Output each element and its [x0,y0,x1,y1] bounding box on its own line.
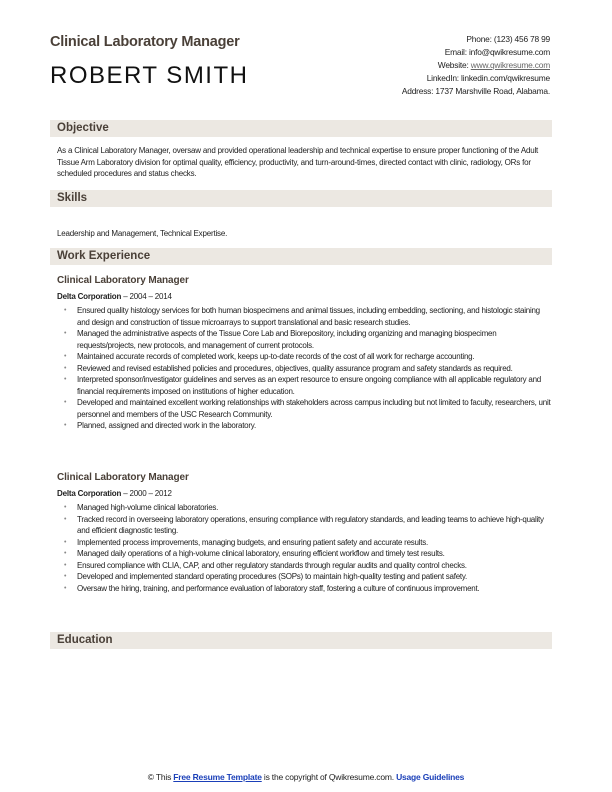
bullet: • Ensured compliance with CLIA, CAP, and other regulatory standards through regular audits and quality control checks. [57,560,552,572]
bullet: • Ensured quality histology services for both human biospecimens and animal tissues, including embedding, sectioning, and histologic staining and design and construction of tissue microarrays to support translational and basic research studies. [57,305,552,328]
job-entry [57,275,552,432]
website-label: Website: [437,60,471,70]
job-bullets [57,502,552,594]
job-entry-title: Clinical Laboratory Manager [57,275,189,286]
usage-guidelines-link[interactable]: Usage Guidelines [396,772,465,782]
bullet: • Reviewed and revised established policies and procedures, objectives, quality assurance program and safety standards as required. [57,363,552,375]
bullet: • Developed and maintained excellent working relationships with stakeholders across campus including but not limited to faculty, researchers, unit personnel and members of the USC Research Community. [57,397,552,420]
email: Email: info@qwikresume.com [444,47,550,57]
bullet: • Interpreted sponsor/investigator guidelines and serves as an expert resource to ensure ongoing compliance with all applicable regulatory and financial requirements imposed on institutions of higher education. [57,374,552,397]
skills-heading: Skills [50,190,552,207]
bullet: • Planned, assigned and directed work in the laboratory. [57,420,552,432]
objective-heading: Objective [50,120,552,137]
skills-text: Leadership and Management, Technical Expertise. [57,229,228,238]
linkedin: LinkedIn: linkedin.com/qwikresume [426,73,550,83]
objective-text: As a Clinical Laboratory Manager, oversaw and provided operational leadership and technical expertise to ensure proper functioning of the Adult Tissue Arm Laboratory division for optimal quality, efficiency, productivity, and turn-around-times, directed contact with clinic, radiology, ORs for scheduled procedures and status checks. [57,146,539,178]
contact-info [402,33,550,98]
footer-prefix: © This [147,772,174,782]
bullet: • Developed and implemented standard operating procedures (SOPs) to maintain high-quality testing and patient safety. [57,571,552,583]
footer-middle: is the copyright of Qwikresume.com. [261,772,397,782]
job-dates: – 2004 – 2014 [121,292,172,301]
job-entry-company [57,292,552,301]
bullet: • Oversaw the hiring, training, and performance evaluation of laboratory staff, fostering a culture of continuous improvement. [57,583,552,595]
footer [0,772,612,782]
phone: Phone: (123) 456 78 99 [466,34,550,44]
job-entry-title: Clinical Laboratory Manager [57,472,189,483]
job-dates: – 2000 – 2012 [121,489,172,498]
company-name: Delta Corporation [57,292,122,301]
bullet: • Managed high-volume clinical laboratories. [57,502,552,514]
job-entry-company [57,489,552,498]
free-resume-template-link[interactable]: Free Resume Template [173,772,262,782]
website [402,59,550,72]
job-title: Clinical Laboratory Manager [50,34,240,50]
bullet: • Implemented process improvements, managing budgets, and ensuring patient safety and accurate results. [57,537,552,549]
bullet: • Managed daily operations of a high-volume clinical laboratory, ensuring efficient workflow and timely test results. [57,548,552,560]
work-experience-heading: Work Experience [50,248,552,265]
candidate-name: ROBERT SMITH [50,62,249,89]
job-bullets [57,305,552,432]
website-link[interactable]: www.qwikresume.com [470,60,550,70]
company-name: Delta Corporation [57,489,122,498]
bullet: • Managed the administrative aspects of the Tissue Core Lab and Biorepository, including organizing and managing biospecimen requests/projects, new protocols, and management of current protocols. [57,328,552,351]
education-heading: Education [50,632,552,649]
address: Address: 1737 Marshville Road, Alabama. [401,86,550,96]
job-entry [57,472,552,594]
bullet: • Maintained accurate records of completed work, keeps up-to-date records of the cost of all work for recharge accounting. [57,351,552,363]
bullet: • Tracked record in overseeing laboratory operations, ensuring compliance with regulatory standards, and leading teams to achieve high-quality and efficient diagnostic testing. [57,514,552,537]
